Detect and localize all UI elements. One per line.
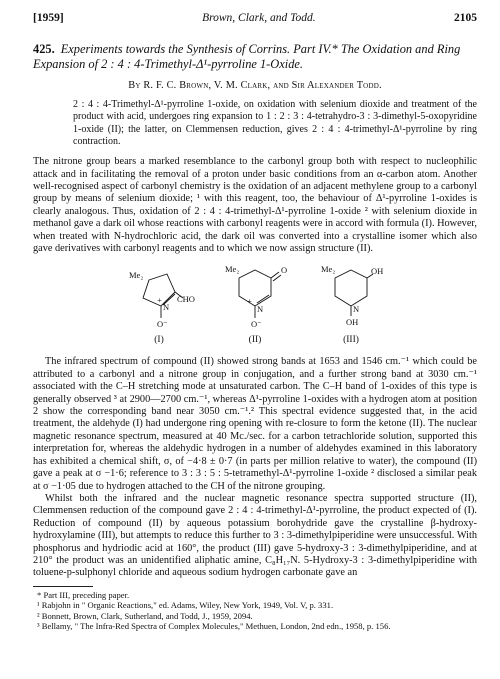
header-authors: Brown, Clark, and Todd. — [202, 12, 316, 24]
plus-charge: + — [157, 295, 162, 306]
nitrogen-label: N — [353, 304, 360, 315]
article-body — [33, 156, 477, 580]
piperidine-structure-drawing — [317, 258, 385, 336]
oxopyridine-structure-drawing — [221, 258, 289, 336]
footnote-2: ² Bonnett, Brown, Clark, Sutherland, and Todd, J., 1959, 2094. — [37, 610, 253, 621]
plus-charge: + — [247, 296, 252, 307]
hydroxy-label: OH — [371, 266, 384, 277]
structure-II — [221, 258, 289, 354]
footnotes — [33, 590, 477, 632]
me2-label: Me₂ — [225, 264, 240, 275]
nitrogen-label: N — [163, 302, 170, 313]
footnote-star: * Part III, preceding paper. — [37, 589, 130, 600]
paragraph-1: The nitrone group bears a marked resemblance to the carbonyl group both with respect to nucleophilic attack and in facilitating the removal of a proton under basic conditions from an α-carbon atom. Another well-recognised aspect of carbonyl chemistry is the oxidation of an adjacent methylene group to a carbonyl group by means of selenium dioxide; ¹ with this reagent, too, the behaviour of Δ¹-pyrroline 1-oxides is clearly analogous. Thus, oxidation of 2 : 4 : 4-trimethyl-Δ¹-pyrroline 1-oxide ² with selenium dioxide in methanol gave a dark oil whose reactions with carbonyl reagents were in accord with formula (I). However, when treated with N-hydrochloric acid, the dark oil was converted into a crystalline isomer which also gave derivatives with carbonyl reagents and to which we now assign structure (II). — [33, 156, 477, 255]
structure-label: (III) — [343, 335, 359, 346]
oxo-label: O — [281, 265, 288, 276]
footnote-rule — [33, 586, 93, 587]
journal-page — [33, 12, 477, 631]
article-title-text: Experiments towards the Synthesis of Corrins. Part IV.* The Oxidation and Ring Expansion of 2 : 4 : 4-Trimethyl-Δ¹-pyrroline 1-Oxide. — [33, 42, 461, 71]
running-header — [33, 12, 477, 28]
nitrogen-label: N — [257, 304, 264, 315]
byline: By R. F. C. Brown, V. M. Clark, and Sir Alexander Todd. — [128, 80, 382, 91]
article-title — [33, 42, 477, 72]
abstract: 2 : 4 : 4-Trimethyl-Δ¹-pyrroline 1-oxide, on oxidation with selenium dioxide and treatment of the product with acid, undergoes ring expansion to 1 : 2 : 3 : 4-tetrahydro-3 : 3-dimethyl-5-oxopyridine 1-oxide (II); the latter, on Clemmensen reduction, gives 2 : 4 : 4-trimethyl-Δ¹-pyrroline by ring contraction. — [73, 99, 477, 147]
header-year: [1959] — [33, 12, 64, 24]
paragraph-2: The infrared spectrum of compound (II) showed strong bands at 1653 and 1546 cm.⁻¹ which could be attributed to a carbonyl and a nitrone group in conjugation, and a further strong band at 3030 cm.⁻¹ associated with the C–H stretching mode at unsaturated carbon. The C–H band of 1-oxides of this type is generally observed ³ at 2900—2700 cm.⁻¹, whereas Δ¹-pyrroline 1-oxides with a hydrogen atom at position 2 show the corresponding band near 3050 cm.⁻¹.² This spectral evidence suggested that, in the acid treatment, the aldehyde (I) had undergone ring opening with re-closure to form the ketone (II). The nuclear magnetic resonance spectrum, measured at 40 Mc./sec. for a carbon tetrachloride solution, supported this interpretation for, whereas the aldehydic hydrogen in a number of aldehydes examined in this laboratory has exhibited a chemical shift, σ, of −4·8 ± 0·7 (in parts per million relative to water), the compound (II) gave a peak at σ −1·6; reference to 3 : 3 : 5 : 5-tetramethyl-Δ¹-pyrroline 1-oxide ² disclosed a similar peak at σ −1·05 due to hydrogen attached to the CH of the nitrone grouping. — [33, 356, 477, 492]
header-page-number: 2105 — [453, 12, 477, 24]
n-hydroxy-label: OH — [346, 317, 359, 328]
structure-label: (I) — [154, 335, 164, 346]
structure-diagrams — [33, 258, 477, 354]
cho-label: CHO — [177, 294, 195, 305]
paragraph-3: Whilst both the infrared and the nuclear magnetic resonance spectra supported structure (II), Clemmensen reduction of the compound gave 2 : 4 : 4-trimethyl-Δ¹-pyrroline, the product expected of (I). Reduction of compound (II) by aqueous potassium borohydride gave the crystalline β-hydroxy-hydroxylamine (III), but attempts to reduce this further to 3 : 3-dimethylpiperidine were unsuccessful. With phosphorus and hydriodic acid at 160°, the product (III) gave 5-hydroxy-3 : 3-dimethylpiperidine, and at 210° the product was an unidentified aliphatic amine, C₈H₁₇N. 5-Hydroxy-3 : 3-dimethylpiperidine with toluene-p-sulphonyl chloride and aqueous sodium hydrogen carbonate gave an — [33, 492, 477, 579]
footnote-3: ³ Bellamy, " The Infra-Red Spectra of Complex Molecules," Methuen, London, 2nd edn., 1958, p. 156. — [37, 620, 391, 631]
article-number: 425. — [33, 42, 55, 56]
oxide-label: O⁻ — [251, 319, 262, 330]
pyrroline-structure-drawing — [125, 258, 193, 336]
footnote-1: ¹ Rabjohn in " Organic Reactions," ed. Adams, Wiley, New York, 1949, Vol. V, p. 331. — [37, 600, 334, 611]
oxide-label: O⁻ — [157, 319, 168, 330]
me2-label: Me₂ — [129, 270, 144, 281]
structure-I — [125, 258, 193, 354]
structure-label: (II) — [248, 335, 262, 346]
me2-label: Me₂ — [321, 264, 336, 275]
structure-III — [317, 258, 385, 354]
